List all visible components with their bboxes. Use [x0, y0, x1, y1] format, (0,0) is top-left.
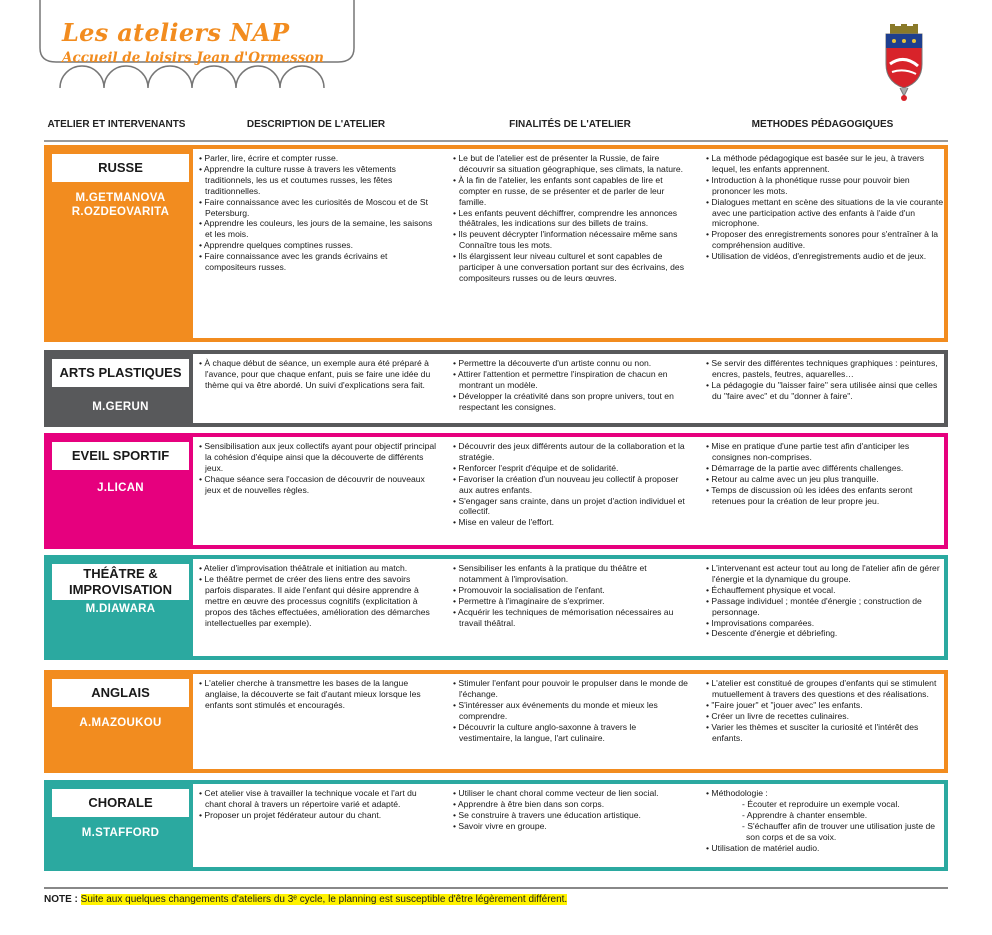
page-header: [0, 0, 992, 112]
finalite-item: • Renforcer l'esprit d'équipe et de solidarité.: [453, 463, 691, 474]
workshop-description: [199, 441, 437, 496]
methode-item: • Passage individuel ; montée d'énergie ; construction de personnage.: [706, 596, 944, 618]
workshop-row-arts-plastiques: [44, 350, 948, 427]
workshop-name: EVEIL SPORTIF: [52, 442, 189, 470]
workshop-row-anglais: [44, 670, 948, 773]
workshop-teacher: R.OZDEOVARITA: [71, 206, 170, 218]
workshop-finalites: [453, 441, 691, 528]
description-item: • Apprendre quelques comptines russes.: [199, 240, 437, 251]
workshop-description: [199, 788, 437, 821]
methode-item: • L'intervenant est acteur tout au long de l'atelier afin de gérer l'énergie et la dynamique du groupe.: [706, 563, 944, 585]
methode-item: • Mise en pratique d'une partie test afin d'anticiper les consignes non-comprises.: [706, 441, 944, 463]
finalite-item: • Développer la créativité dans son propre univers, tout en respectant les consignes.: [453, 391, 691, 413]
finalite-item: • S'intéresser aux événements du monde et mieux les comprendre.: [453, 700, 691, 722]
workshop-methodes: [706, 678, 944, 743]
workshop-name: THÉÂTRE & IMPROVISATION: [52, 564, 189, 600]
workshop-description: [199, 358, 437, 391]
finalite-item: • Utiliser le chant choral comme vecteur de lien social.: [453, 788, 691, 799]
finalite-item: • Acquérir les techniques de mémorisation nécessaires au travail théâtral.: [453, 607, 691, 629]
methode-item: • Utilisation de matériel audio.: [706, 843, 944, 854]
column-header-atelier: ATELIER ET INTERVENANTS: [47, 119, 186, 130]
workshop-teacher: A.MAZOUKOU: [79, 717, 162, 729]
finalite-item: • Sensibiliser les enfants à la pratique du théâtre et notamment à l'improvisation.: [453, 563, 691, 585]
workshop-row-eveil-sportif: [44, 433, 948, 549]
finalite-item: • Stimuler l'enfant pour pouvoir le propulser dans le monde de l'échange.: [453, 678, 691, 700]
description-item: • Sensibilisation aux jeux collectifs ayant pour objectif principal la cohésion d'équipe ainsi que la découverte de différents jeux.: [199, 441, 437, 474]
description-item: • Faire connaissance avec les curiosités de Moscou et de St Petersburg.: [199, 197, 437, 219]
note-label: NOTE :: [44, 894, 78, 905]
description-item: • Parler, lire, écrire et compter russe.: [199, 153, 437, 164]
page-subtitle: Accueil de loisirs Jean d'Ormesson: [62, 50, 324, 66]
workshop-teacher: M.DIAWARA: [85, 603, 156, 615]
finalite-item: • Permettre la découverte d'un artiste connu ou non.: [453, 358, 691, 369]
note-text: Suite aux quelques changements d'ateliers du 3ᵉ cycle, le planning est susceptible d'être légèrement différent.: [80, 894, 568, 905]
workshop-methodes: [706, 788, 944, 853]
description-item: • Apprendre la culture russe à travers les vêtements traditionnels, les us et coutumes russes, les fêtes traditionnelles.: [199, 164, 437, 197]
workshop-row-chorale: [44, 780, 948, 871]
methode-subitem: - Écouter et reproduire un exemple vocal.: [706, 799, 944, 810]
page-title: Les ateliers NAP: [62, 18, 290, 47]
finalite-item: • Découvrir la culture anglo-saxonne à travers le vestimentaire, la langue, l'art culinaire.: [453, 722, 691, 744]
finalite-item: • Attirer l'attention et permettre l'inspiration de chacun en montrant un modèle.: [453, 369, 691, 391]
workshop-description: [199, 678, 437, 711]
methode-item: • Varier les thèmes et susciter la curiosité et l'intérêt des enfants.: [706, 722, 944, 744]
methode-item: • La pédagogie du "laisser faire" sera utilisée ainsi que celles du "faire avec" et du "donner à faire".: [706, 380, 944, 402]
finalite-item: • Promouvoir la socialisation de l'enfant.: [453, 585, 691, 596]
workshop-methodes: [706, 563, 944, 639]
description-item: • Proposer un projet fédérateur autour du chant.: [199, 810, 437, 821]
workshop-finalites: [453, 563, 691, 628]
methode-item: • Utilisation de vidéos, d'enregistrements audio et de jeux.: [706, 251, 944, 262]
finalite-item: • Ils élargissent leur niveau culturel et sont capables de participer à une conversation portant sur des écrivains, des compositeurs russes ou de leurs œuvres.: [453, 251, 691, 284]
finalite-item: • Favoriser la création d'un nouveau jeu collectif à proposer aux autres enfants.: [453, 474, 691, 496]
methode-item: • Créer un livre de recettes culinaires.: [706, 711, 944, 722]
finalite-item: • Apprendre à être bien dans son corps.: [453, 799, 691, 810]
description-item: • Le théâtre permet de créer des liens entre des savoirs parfois disparates. Il aide l'enfant qui désire apprendre à mettre en œuvre des processus cognitifs (explicitation à propos des tâches effectuées, amélioration des démarches intellectuelles par exemple).: [199, 574, 437, 629]
description-item: • Chaque séance sera l'occasion de découvrir de nouveaux jeux et de nouvelles règles.: [199, 474, 437, 496]
workshop-description: [199, 153, 437, 273]
workshop-name: RUSSE: [52, 154, 189, 182]
workshop-finalites: [453, 358, 691, 413]
methode-item: • Descente d'énergie et débriefing.: [706, 628, 944, 639]
workshop-finalites: [453, 153, 691, 284]
description-item: • Cet atelier vise à travailler la technique vocale et l'art du chant choral à travers un répertoire varié et adapté.: [199, 788, 437, 810]
workshop-methodes: [706, 358, 944, 402]
workshop-finalites: [453, 678, 691, 743]
finalite-item: • Le but de l'atelier est de présenter la Russie, de faire découvrir sa situation géographique, ses climats, la nature.: [453, 153, 691, 175]
column-header-methodes: METHODES PÉDAGOGIQUES: [751, 119, 894, 130]
workshop-row-russe: [44, 145, 948, 342]
finalite-item: • Se construire à travers une éducation artistique.: [453, 810, 691, 821]
methode-item: • Dialogues mettant en scène des situations de la vie courante avec une participation active des enfants à l'aide d'un microphone.: [706, 197, 944, 230]
methode-subitem: - S'échauffer afin de trouver une utilisation juste de son corps et de sa voix.: [706, 821, 944, 843]
workshop-teacher: M.GETMANOVA: [75, 192, 166, 204]
finalite-item: • S'engager sans crainte, dans un projet d'action individuel et collectif.: [453, 496, 691, 518]
methode-item: • "Faire jouer" et "jouer avec" les enfants.: [706, 700, 944, 711]
methode-item: • Échauffement physique et vocal.: [706, 585, 944, 596]
workshop-teacher: M.GERUN: [92, 401, 149, 413]
workshop-finalites: [453, 788, 691, 832]
description-item: • Faire connaissance avec les grands écrivains et compositeurs russes.: [199, 251, 437, 273]
finalite-item: • Mise en valeur de l'effort.: [453, 517, 691, 528]
workshop-name: ANGLAIS: [52, 679, 189, 707]
column-header-description: DESCRIPTION DE L'ATELIER: [246, 119, 386, 130]
workshop-teacher: M.STAFFORD: [81, 827, 160, 839]
workshop-methodes: [706, 441, 944, 506]
methode-item: • Retour au calme avec un jeu plus tranquille.: [706, 474, 944, 485]
description-item: • À chaque début de séance, un exemple aura été préparé à l'avance, pour que chaque enfant, puis se faire une idée du thème qui va être abordé. Un suivi d'explications sera fait.: [199, 358, 437, 391]
workshop-name: CHORALE: [52, 789, 189, 817]
finalite-item: • Ils peuvent décrypter l'information nécessaire même sans Connaître tous les mots.: [453, 229, 691, 251]
methode-item: • Temps de discussion où les idées des enfants seront retenues pour la création de leur propre jeu.: [706, 485, 944, 507]
column-headers: [44, 116, 948, 142]
methode-item: • Improvisations comparées.: [706, 618, 944, 629]
column-header-finalites: FINALITÉS DE L'ATELIER: [509, 119, 631, 130]
footer-note: [44, 887, 948, 905]
workshop-name: ARTS PLASTIQUES: [52, 359, 189, 387]
methode-item: • Proposer des enregistrements sonores pour s'entraîner à la compréhension auditive.: [706, 229, 944, 251]
methode-item: • Démarrage de la partie avec différents challenges.: [706, 463, 944, 474]
workshop-description: [199, 563, 437, 628]
description-item: • Atelier d'improvisation théâtrale et initiation au match.: [199, 563, 437, 574]
methode-item: • Introduction à la phonétique russe pour pouvoir bien prononcer les mots.: [706, 175, 944, 197]
methode-subitem: - Apprendre à chanter ensemble.: [706, 810, 944, 821]
finalite-item: • Permettre à l'imaginaire de s'exprimer.: [453, 596, 691, 607]
methode-item: • L'atelier est constitué de groupes d'enfants qui se stimulent mutuellement à travers des questions et des réalisations.: [706, 678, 944, 700]
workshop-row-theatre: [44, 555, 948, 660]
methode-item: • Se servir des différentes techniques graphiques : peintures, encres, pastels, feutres, aquarelles…: [706, 358, 944, 380]
methode-item: • La méthode pédagogique est basée sur le jeu, à travers lequel, les enfants apprennent.: [706, 153, 944, 175]
description-item: • Apprendre les couleurs, les jours de la semaine, les saisons et les mois.: [199, 218, 437, 240]
description-item: • L'atelier cherche à transmettre les bases de la langue anglaise, la découverte se fait d'autant mieux lorsque les enfants sont stimulés et encouragés.: [199, 678, 437, 711]
workshop-teacher: J.LICAN: [97, 482, 144, 494]
methode-item: • Méthodologie :: [706, 788, 944, 799]
finalite-item: • Découvrir des jeux différents autour de la collaboration et la stratégie.: [453, 441, 691, 463]
finalite-item: • À la fin de l'atelier, les enfants sont capables de lire et compter en russe, de se présenter et de parler de leur famille.: [453, 175, 691, 208]
town-crest-icon: [882, 24, 926, 102]
workshop-methodes: [706, 153, 944, 262]
finalite-item: • Les enfants peuvent déchiffrer, comprendre les annonces théâtrales, les indications sur des billets de trains.: [453, 208, 691, 230]
finalite-item: • Savoir vivre en groupe.: [453, 821, 691, 832]
